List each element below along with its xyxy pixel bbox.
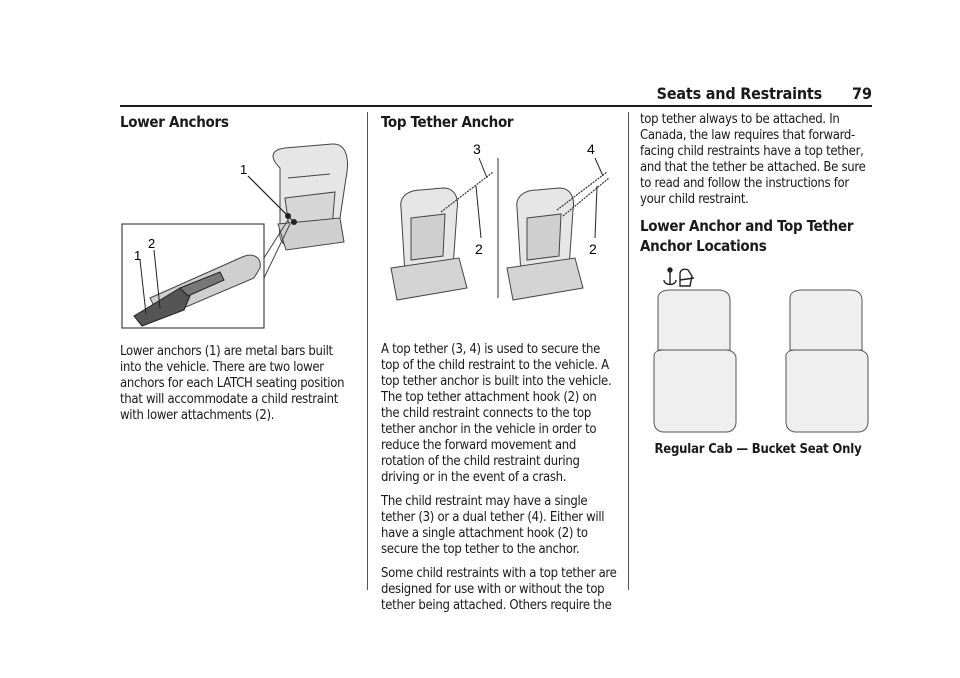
- tether-anchor-symbol-icon: [664, 268, 694, 286]
- seat-single-tether: [391, 188, 467, 300]
- anchor-locations-heading: Lower Anchor and Top Tether Anchor Locations: [640, 217, 854, 255]
- top-tether-heading: Top Tether Anchor: [381, 113, 514, 131]
- callout-2-inset: 2: [148, 236, 155, 251]
- top-tether-para-1: A top tether (3, 4) is used to secure the top of the child restraint to the vehicle. A top tether anchor is built into the vehicle. The top tether attachment hook (2) on the child restraint connects to the top tether anchor in the vehicle in order to reduce the forward movement and rotation of the child restraint during driving or in the event of a crash.: [381, 342, 612, 485]
- callout-2-right: 2: [589, 241, 597, 257]
- top-tether-column: [381, 112, 617, 622]
- callout-1-inset: 1: [134, 248, 141, 263]
- callout-line: [479, 158, 487, 178]
- top-tether-para-2: The child restraint may have a single tether (3) or a dual tether (4). Either will have a single attachment hook (2) to secure the top tether to the anchor.: [381, 494, 605, 557]
- callout-line: [595, 186, 597, 238]
- top-tether-para-3: Some child restraints with a top tether are designed for use with or without the top tether being attached. Others require the: [381, 566, 617, 613]
- top-tether-figure: [381, 138, 617, 328]
- bucket-seat-diagram: [640, 266, 876, 436]
- page-number: 79: [851, 84, 872, 103]
- header-rule: [120, 105, 872, 107]
- continued-text: top tether always to be attached. In Canada, the law requires that forward-facing child restraints have a top tether, and that the tether be attached. Be sure to read and follow the instructions for your child restraint.: [640, 112, 866, 207]
- seat-left: [654, 290, 736, 432]
- anchor-locations-column: [640, 112, 876, 458]
- callout-line: [595, 158, 603, 176]
- seat-right: [786, 290, 868, 432]
- lower-anchors-column: [120, 112, 352, 432]
- lower-anchors-figure: [120, 138, 352, 334]
- column-divider: [628, 112, 629, 590]
- callout-1-top: 1: [240, 162, 247, 177]
- column-divider: [367, 112, 368, 590]
- lower-anchors-heading: Lower Anchors: [120, 113, 229, 131]
- lower-anchors-body: Lower anchors (1) are metal bars built into the vehicle. There are two lower anchors for each LATCH seating position that will accommodate a child restraint with lower attachments (2).: [120, 344, 345, 423]
- callout-4: 4: [587, 141, 595, 157]
- callout-2-left: 2: [475, 241, 483, 257]
- figure-caption: Regular Cab — Bucket Seat Only: [654, 442, 862, 457]
- section-title: Seats and Restraints: [656, 84, 822, 103]
- child-seat-illustration: [273, 144, 347, 250]
- callout-3: 3: [473, 141, 481, 157]
- seat-dual-tether: [507, 188, 583, 300]
- callout-line: [476, 186, 481, 238]
